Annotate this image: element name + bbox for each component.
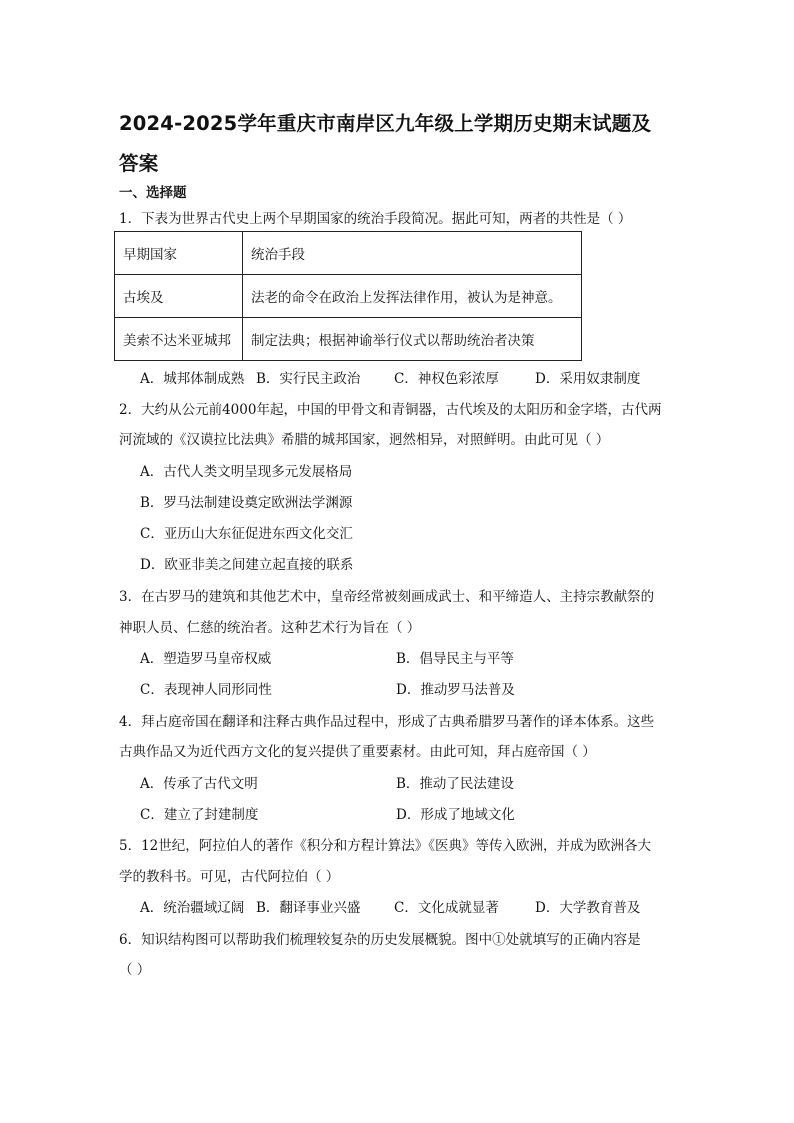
q4-option-b: B．推动了民法建设: [396, 776, 514, 792]
table-cell: 法老的命令在政治上发挥法律作用，被认为是神意。: [243, 275, 582, 318]
q3-option-c: C．表现神人同形同性: [140, 682, 272, 698]
q5-option-d: D．大学教育普及: [535, 900, 641, 916]
q2-stem-line-2: 河流域的《汉谟拉比法典》希腊的城邦国家，迥然相异，对照鲜明。由此可见（ ）: [119, 432, 610, 448]
q5-stem-line-1: 5．12世纪，阿拉伯人的著作《积分和方程计算法》《医典》等传入欧洲，并成为欧洲各大: [119, 838, 652, 854]
q1-option-b: B．实行民主政治: [256, 371, 361, 387]
document-title: [119, 104, 679, 184]
q3-option-a: A．塑造罗马皇帝权威: [140, 651, 272, 667]
table-row: [115, 232, 582, 275]
q4-stem-line-2: 古典作品又为近代西方文化的复兴提供了重要素材。由此可知，拜占庭帝国（ ）: [119, 744, 596, 760]
table-cell: 统治手段: [243, 232, 582, 275]
q4-option-a: A．传承了古代文明: [140, 776, 258, 792]
q6-stem-line-2: （ ）: [119, 962, 151, 978]
table-row: [115, 275, 582, 318]
q2-option-d: D．欧亚非美之间建立起直接的联系: [140, 557, 354, 573]
q4-option-c: C．建立了封建制度: [140, 807, 259, 823]
q1-option-c: C．神权色彩浓厚: [394, 371, 499, 387]
q1-option-d: D．采用奴隶制度: [535, 371, 641, 387]
title-line-1: 2024-2025学年重庆市南岸区九年级上学期历史期末试题及: [119, 112, 652, 135]
section-heading: 一、选择题: [119, 185, 187, 201]
q3-option-b: B．倡导民主与平等: [396, 651, 514, 667]
q6-stem-line-1: 6．知识结构图可以帮助我们梳理较复杂的历史发展概貌。图中①处就填写的正确内容是: [119, 932, 641, 948]
q2-option-a: A．古代人类文明呈现多元发展格局: [140, 464, 353, 480]
table-cell: 早期国家: [115, 232, 243, 275]
q5-option-c: C．文化成就显著: [394, 900, 499, 916]
q1-option-a: A．城邦体制成熟: [140, 371, 245, 387]
q2-option-b: B．罗马法制建设奠定欧洲法学渊源: [140, 495, 353, 511]
q4-stem-line-1: 4．拜占庭帝国在翻译和注释古典作品过程中，形成了古典希腊罗马著作的译本体系。这些: [119, 714, 655, 730]
q1-table: [114, 231, 582, 361]
table-cell: 制定法典；根据神谕举行仪式以帮助统治者决策: [243, 318, 582, 361]
q5-option-a: A．统治疆域辽阔: [140, 900, 245, 916]
q5-option-b: B．翻译事业兴盛: [256, 900, 361, 916]
q3-stem-line-2: 神职人员、仁慈的统治者。这种艺术行为旨在（ ）: [119, 620, 421, 636]
title-line-2: 答案: [119, 152, 159, 175]
q2-option-c: C．亚历山大东征促进东西文化交汇: [140, 526, 353, 542]
table-cell: 美索不达米亚城邦: [115, 318, 243, 361]
q2-stem-line-1: 2．大约从公元前4000年起，中国的甲骨文和青铜器，古代埃及的太阳历和金字塔，古代两: [119, 402, 662, 418]
q3-option-d: D．推动罗马法普及: [396, 682, 515, 698]
table-row: [115, 318, 582, 361]
q3-stem-line-1: 3．在古罗马的建筑和其他艺术中，皇帝经常被刻画成武士、和平缔造人、主持宗教献祭的: [119, 589, 655, 605]
q1-stem: 1．下表为世界古代史上两个早期国家的统治手段简况。据此可知，两者的共性是（ ）: [119, 211, 632, 227]
table-cell: 古埃及: [115, 275, 243, 318]
q5-stem-line-2: 学的教科书。可见，古代阿拉伯（ ）: [119, 869, 340, 885]
q4-option-d: D．形成了地域文化: [396, 807, 515, 823]
